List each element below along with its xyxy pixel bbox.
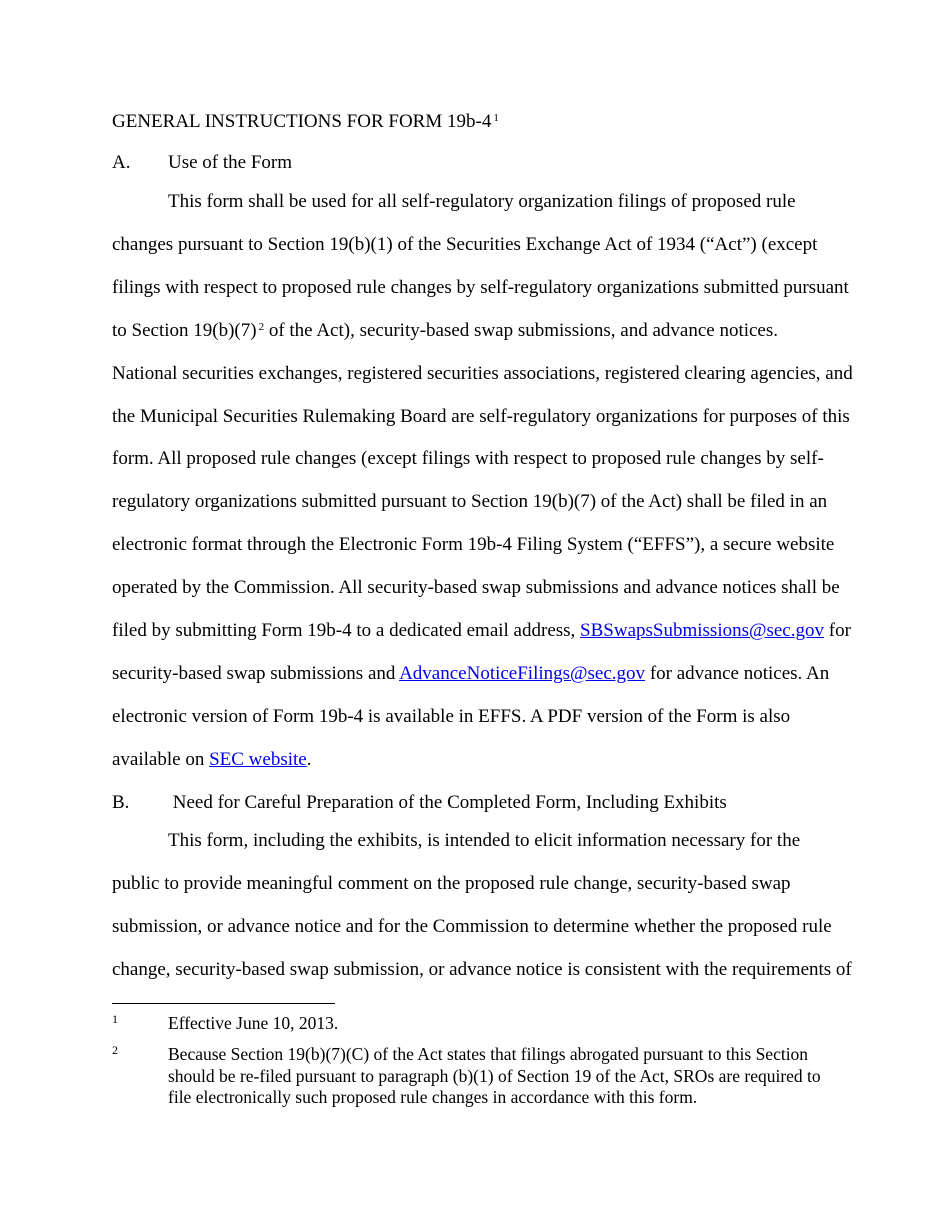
footnote-ref-2[interactable]: 2 — [258, 320, 265, 333]
section-a-body — [112, 181, 853, 782]
body-line: form. All proposed rule changes (except filings with respect to proposed rule changes by self- — [112, 448, 824, 470]
body-line-text: for advance notices. An — [645, 662, 830, 684]
advance-notice-email-link[interactable]: AdvanceNoticeFilings@sec.gov — [399, 662, 646, 684]
body-line-with-link — [112, 610, 851, 653]
body-line: changes pursuant to Section 19(b)(1) of the Securities Exchange Act of 1934 (“Act”) (except — [112, 233, 818, 255]
body-line-text: security-based swap submissions and — [112, 662, 400, 684]
body-line: electronic version of Form 19b-4 is available in EFFS. A PDF version of the Form is also — [112, 705, 791, 727]
section-b-heading — [112, 791, 727, 815]
body-line: electronic format through the Electronic Form 19b-4 Filing System (“EFFS”), a secure website — [112, 534, 835, 556]
footnote-1 — [112, 1013, 847, 1035]
body-line-with-footnote — [112, 310, 847, 353]
body-line: This form, including the exhibits, is intended to elicit information necessary for the — [168, 830, 801, 851]
footnote-divider — [112, 1003, 335, 1004]
section-b-body — [112, 820, 852, 992]
body-line: regulatory organizations submitted pursuant to Section 19(b)(7) of the Act) shall be filed in an — [112, 491, 828, 513]
body-line-text: . — [306, 748, 312, 770]
body-line: National securities exchanges, registered securities associations, registered clearing agencies, and — [112, 362, 853, 384]
body-line-with-link — [112, 739, 847, 782]
body-line: change, security-based swap submission, or advance notice is consistent with the requirements of — [112, 958, 852, 980]
body-line: filings with respect to proposed rule changes by self-regulatory organizations submitted pursuant — [112, 276, 849, 298]
sec-website-link[interactable]: SEC website — [209, 748, 307, 770]
section-a-title: Use of the Form — [168, 152, 293, 173]
sbswaps-email-link[interactable]: SBSwapsSubmissions@sec.gov — [580, 620, 824, 642]
body-line-with-link — [112, 653, 847, 696]
body-line-text: filed by submitting Form 19b-4 to a dedicated email address, — [112, 620, 581, 642]
footnote-text: Effective June 10, 2013. — [168, 1013, 339, 1033]
page-title-text: GENERAL INSTRUCTIONS FOR FORM 19b-4 — [112, 111, 492, 132]
body-line: the Municipal Securities Rulemaking Board are self-regulatory organizations for purposes of this — [112, 405, 850, 427]
body-line-text: available on — [112, 748, 210, 770]
footnote-number: 1 — [112, 1012, 118, 1026]
footnote-number: 2 — [112, 1043, 118, 1057]
body-line: public to provide meaningful comment on the proposed rule change, security-based swap — [112, 872, 791, 894]
body-line-text: to Section 19(b)(7) — [112, 319, 257, 341]
section-b-title: Need for Careful Preparation of the Completed Form, Including Exhibits — [168, 792, 727, 813]
page-title — [112, 110, 499, 134]
body-line: operated by the Commission. All security-based swap submissions and advance notices shall be — [112, 577, 840, 599]
section-b-letter: B. — [112, 792, 130, 813]
section-a-heading — [112, 151, 292, 175]
title-footnote-ref[interactable]: 1 — [493, 112, 499, 124]
footnote-text: Because Section 19(b)(7)(C) of the Act states that filings abrogated pursuant to this Section should be re-filed pursuant to paragraph (b)(1) of Section 19 of the Act, SROs are required to file electronically such proposed rule changes in accordance with this form. — [168, 1044, 821, 1107]
footnote-2 — [112, 1044, 847, 1109]
body-line: This form shall be used for all self-regulatory organization filings of proposed rule — [168, 191, 796, 212]
body-line-text: of the Act), security-based swap submissions, and advance notices. — [264, 319, 779, 341]
section-a-letter: A. — [112, 152, 131, 173]
body-line: submission, or advance notice and for the Commission to determine whether the proposed rule — [112, 915, 832, 937]
body-line-text: for — [824, 620, 851, 642]
